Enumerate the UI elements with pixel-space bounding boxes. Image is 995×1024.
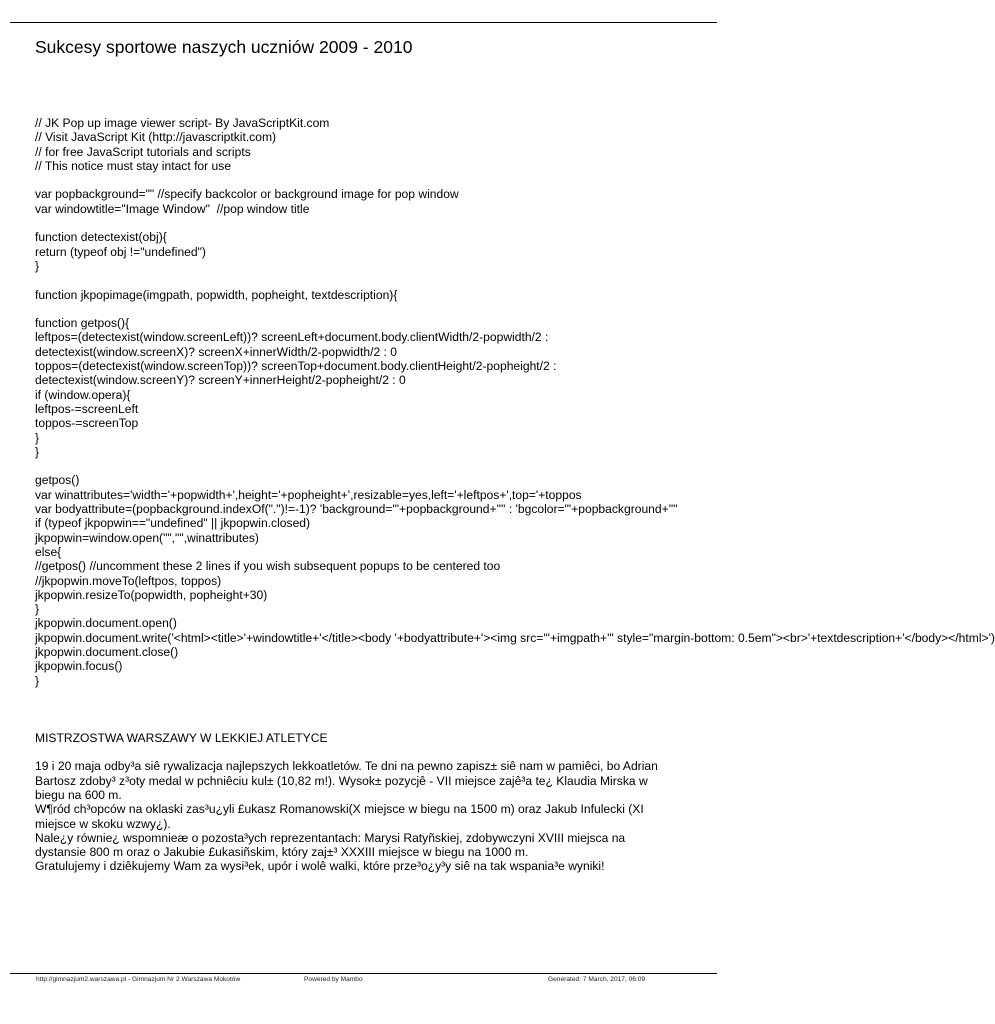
code-line: detectexist(window.screenX)? screenX+innerWidth/2-popwidth/2 : 0 [35,344,397,359]
code-line: toppos=(detectexist(window.screenTop))? screenTop+document.body.clientHeight/2-popheight/2 : [35,359,557,374]
blank-line [35,302,675,316]
blank-line [35,459,675,473]
footer-powered-by: Powered by Mambo [304,976,363,983]
code-line: function detectexist(obj){ [35,230,167,245]
code-line: jkpopwin.document.close() [35,644,179,659]
footer-generated-date: Generated: 7 March, 2017, 06:09 [548,976,646,983]
article-paragraph: Gratulujemy i dziêkujemy Wam za wysi³ek, upór i wolê walki, które prze³o¿y³y siê na tak wspania³e wyniki! [35,859,605,874]
code-line: jkpopwin.resizeTo(popwidth, popheight+30) [35,587,268,602]
code-line: // This notice must stay intact for use [35,158,232,173]
code-line: //jkpopwin.moveTo(leftpos, toppos) [35,573,222,588]
code-line: detectexist(window.screenY)? screenY+innerHeight/2-popheight/2 : 0 [35,373,406,388]
code-line: jkpopwin.document.write('<html><title>'+windowtitle+'</title><body '+bodyattribute+'><img src="'+imgpath+'" style="margin-bottom: 0.5em"><br>'+textdescription+'</body></html>') [35,630,995,645]
code-line: var bodyattribute=(popbackground.indexOf(".")!=-1)? 'background="'+popbackground+'"' : 'bgcolor="'+popbackground+'"' [35,502,678,517]
code-block [35,116,995,688]
blank-line [35,216,675,230]
code-line: //getpos() //uncomment these 2 lines if you wish subsequent popups to be centered too [35,559,501,574]
article-paragraph: 19 i 20 maja odby³a siê rywalizacja najlepszych lekkoatletów. Te dni na pewno zapisz± siê nam w pamiêci, bo Adrian Bartosz zdoby³ z³oty medal w pchniêciu kul± (10,82 m!). Wysok± pozycjê - VII miejsce zajê³a te¿ Klaudia Mirska w biegu na 600 m. [35,759,658,802]
code-line: jkpopwin=window.open("","",winattributes) [35,530,259,545]
article-paragraph: Nale¿y równie¿ wspomnieæ o pozosta³ych reprezentantach: Marysi Ratyñskiej, zdobywczyni XVIII miejsca na dystansie 800 m oraz o Jakubie £ukasiñskim, który zaj±³ XXXIII miejsce w biegu na 1000 m. [35,830,626,860]
code-line: } [35,444,40,459]
article-paragraph: W¶ród ch³opców na oklaski zas³u¿yli £ukasz Romanowski(X miejsce w biegu na 1500 m) oraz Jakub Infulecki (XI miejsce w skoku wzwy¿). [35,802,644,831]
header-divider [10,22,717,23]
code-line: } [35,602,40,617]
code-line: jkpopwin.document.open() [35,616,177,631]
code-line: return (typeof obj !="undefined") [35,244,206,259]
code-line: } [35,258,40,273]
code-line: var windowtitle="Image Window" //pop window title [35,201,310,216]
article-body [35,116,995,874]
code-line: function getpos(){ [35,316,130,331]
code-line: function jkpopimage(imgpath, popwidth, popheight, textdescription){ [35,287,398,302]
code-line: toppos-=screenTop [35,416,139,431]
code-line: } [35,430,40,445]
code-line: getpos() [35,473,80,488]
code-line: leftpos=(detectexist(window.screenLeft))? screenLeft+document.body.clientWidth/2-popwidth/2 : [35,330,549,345]
code-line: // JK Pop up image viewer script- By JavaScriptKit.com [35,116,330,130]
code-line: leftpos-=screenLeft [35,401,139,416]
code-line: // for free JavaScript tutorials and scripts [35,144,251,159]
code-line: jkpopwin.focus() [35,659,123,674]
code-line: if (window.opera){ [35,387,131,402]
code-line: var popbackground="" //specify backcolor or background image for pop window [35,187,459,202]
blank-line [35,173,675,187]
code-line: if (typeof jkpopwin=="undefined" || jkpopwin.closed) [35,516,311,531]
blank-line [35,273,675,287]
page-title: Sukcesy sportowe naszych uczniów 2009 - 2010 [35,37,413,57]
section-heading: MISTRZOSTWA WARSZAWY W LEKKIEJ ATLETYCE [35,730,328,745]
code-line: else{ [35,544,62,559]
footer-site-link: http://gimnazjum2.warszawa.pl - Gimnazjum Nr 2 Warszawa Mokotów [36,976,241,983]
code-line: var winattributes='width='+popwidth+',height='+popheight+',resizable=yes,left='+leftpos+',top='+toppos [35,487,582,502]
code-line: // Visit JavaScript Kit (http://javascriptkit.com) [35,130,277,145]
article-paragraphs [35,759,675,873]
code-line: } [35,673,40,688]
footer-divider [10,973,717,974]
